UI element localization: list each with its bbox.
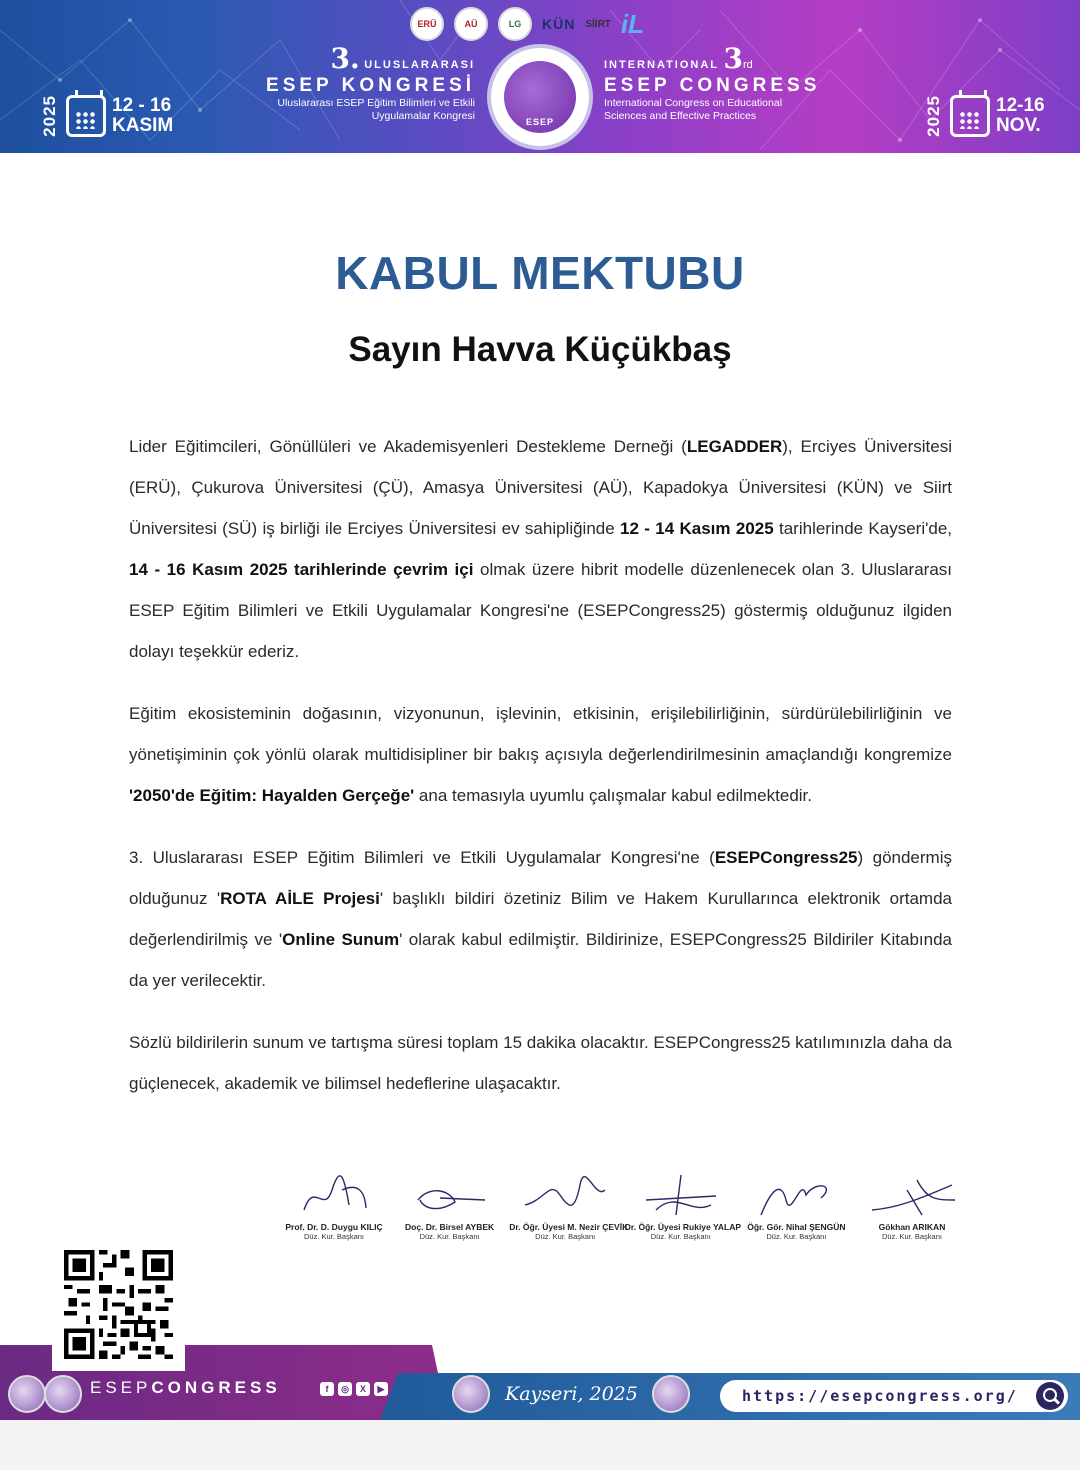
handwritten-signature [636, 1170, 726, 1220]
en-number: 3 [723, 42, 743, 75]
globe-logo-icon [44, 1375, 82, 1413]
paragraph-3: 3. Uluslararası ESEP Eğitim Bilimleri ve Etkili Uygulamalar Kongresi'ne (ESEPCongress25) göndermiş olduğunuz 'ROTA AİLE Projesi' başlıklı bildiri özetiniz Bilim ve Hakem Kurullarınca elektronik ortamda değerlendirilmiş ve 'Online Sunum' olarak kabul edilmiştir. Bildirinize, ESEPCongress25 Bildiriler Kitabında da yer verilecektir. [129, 848, 952, 990]
esep-emblem-logo [487, 44, 593, 150]
x-twitter-icon[interactable]: X [356, 1382, 370, 1396]
handwritten-signature [294, 1170, 374, 1220]
handwritten-signature [867, 1170, 957, 1220]
en-sub2: Sciences and Effective Practices [604, 110, 757, 122]
paragraph-4: Sözlü bildirilerin sunum ve tartışma süresi toplam 15 dakika olacaktır. ESEPCongress25 katılımınızla daha da güçlenecek, akademik ve bilimsel hedeflerine ulaşacaktır. [129, 1033, 953, 1093]
paragraph-2: Eğitim ekosisteminin doğasının, vizyonunun, işlevinin, etkisinin, erişilebilirliğinin, sürdürülebilirliğinin ve yönetişiminin çok yönlü olarak multidisipliner bir bakış açısıyla değerlendirilmesinin amaçlandığı kongremize '2050'de Eğitim: Hayalden Gerçeğe' ana temasıyla uyumlu çalışmalar kabul edilmektedir. [129, 704, 952, 805]
esep-globe-icon [452, 1375, 490, 1413]
en-label: INTERNATIONAL [604, 59, 720, 71]
calendar-icon [950, 95, 990, 137]
salutation: Sayın Havva Küçükbaş [348, 330, 732, 369]
website-link[interactable] [720, 1380, 1068, 1412]
tr-label: ULUSLARARASI [364, 59, 475, 71]
facebook-icon[interactable]: f [320, 1382, 334, 1396]
tr-sub1: Uluslararası ESEP Eğitim Bilimleri ve Etkili [277, 97, 475, 109]
search-icon[interactable] [1036, 1382, 1064, 1410]
right-date-badge [924, 95, 1045, 137]
qr-code [52, 1238, 185, 1371]
letter-title: KABUL MEKTUBU [335, 247, 745, 299]
left-month: KASIM [112, 115, 174, 136]
left-date-badge [40, 95, 173, 137]
siirt-university-logo: SİİRT [585, 18, 611, 30]
kun-logo: KÜN [542, 16, 576, 32]
erciyes-university-logo: ERÜ [410, 7, 444, 41]
congress-title-tr [255, 42, 475, 123]
en-suffix: rd [742, 59, 753, 71]
partner-logos [410, 4, 690, 44]
header-banner [0, 0, 1080, 153]
signature-block [278, 1170, 968, 1250]
amasya-university-logo: AÜ [454, 7, 488, 41]
right-month: NOV. [996, 115, 1041, 136]
handwritten-signature [751, 1170, 841, 1220]
globe-logo-icon [8, 1375, 46, 1413]
handwritten-signature [520, 1170, 610, 1220]
legadder-logo: LG [498, 7, 532, 41]
left-days: 12 - 16 [112, 95, 172, 116]
esep-globe-icon [652, 1375, 690, 1413]
signature-6: Gökhan ARIKAN Düz. Kur. Başkanı [856, 1170, 968, 1250]
tr-title: ESEP KONGRESİ [266, 75, 475, 96]
signature-2: Doç. Dr. Birsel AYBEK Düz. Kur. Başkanı [394, 1170, 506, 1250]
handwritten-signature [410, 1170, 490, 1220]
signature-3: Dr. Öğr. Üyesi M. Nezir ÇEVİK Düz. Kur. Başkanı [509, 1170, 621, 1250]
website-url[interactable]: https://esepcongress.org/ [742, 1387, 1018, 1405]
footer-brand: ESEPCONGRESS [90, 1378, 281, 1397]
tr-sub2: Uygulamalar Kongresi [371, 110, 475, 122]
paragraph-1: Lider Eğitimcileri, Gönüllüleri ve Akademisyenleri Destekleme Derneği (LEGADDER), Erciyes Üniversitesi (ERÜ), Çukurova Üniversitesi (ÇÜ), Amasya Üniversitesi (AÜ), Kapadokya Üniversitesi (KÜN) ve Siirt Üniversitesi (SÜ) iş birliği ile Erciyes Üniversitesi ev sahipliğinde 12 - 14 Kasım 2025 tarihlerinde Kayseri'de, 14 - 16 Kasım 2025 tarihlerinde çevrim içi olmak üzere hibrit modelle düzenlenecek olan 3. Uluslararası ESEP Eğitim Bilimleri ve Etkili Uygulamalar Kongresi'ne (ESEPCongress25) göstermiş olduğunuz ilgiden dolayı teşekkür ederiz. [129, 437, 953, 661]
youtube-icon[interactable]: ▶ [374, 1382, 388, 1396]
signature-5: Öğr. Gör. Nihal ŞENGÜN Düz. Kur. Başkanı [740, 1170, 852, 1250]
en-title: ESEP CONGRESS [604, 75, 821, 96]
calendar-icon [66, 95, 106, 137]
tr-number: 3. [330, 42, 360, 75]
qr-code-pattern [64, 1250, 173, 1359]
il-logo: iL [620, 8, 645, 39]
social-icons [320, 1382, 388, 1396]
right-days: 12-16 [996, 95, 1045, 116]
letter-body [129, 426, 952, 1125]
signature-1: Prof. Dr. D. Duygu KILIÇ Düz. Kur. Başkanı [278, 1170, 390, 1250]
right-year: 2025 [924, 95, 943, 137]
en-sub1: International Congress on Educational [604, 97, 783, 109]
left-year: 2025 [40, 95, 59, 137]
signature-4: Dr. Öğr. Üyesi Rukiye YALAP Düz. Kur. Başkanı [625, 1170, 737, 1250]
congress-title-en [604, 42, 844, 123]
emblem-label: ESEP [525, 117, 554, 127]
footer-city: Kayseri, 2025 [505, 1383, 638, 1405]
instagram-icon[interactable]: ◎ [338, 1382, 352, 1396]
